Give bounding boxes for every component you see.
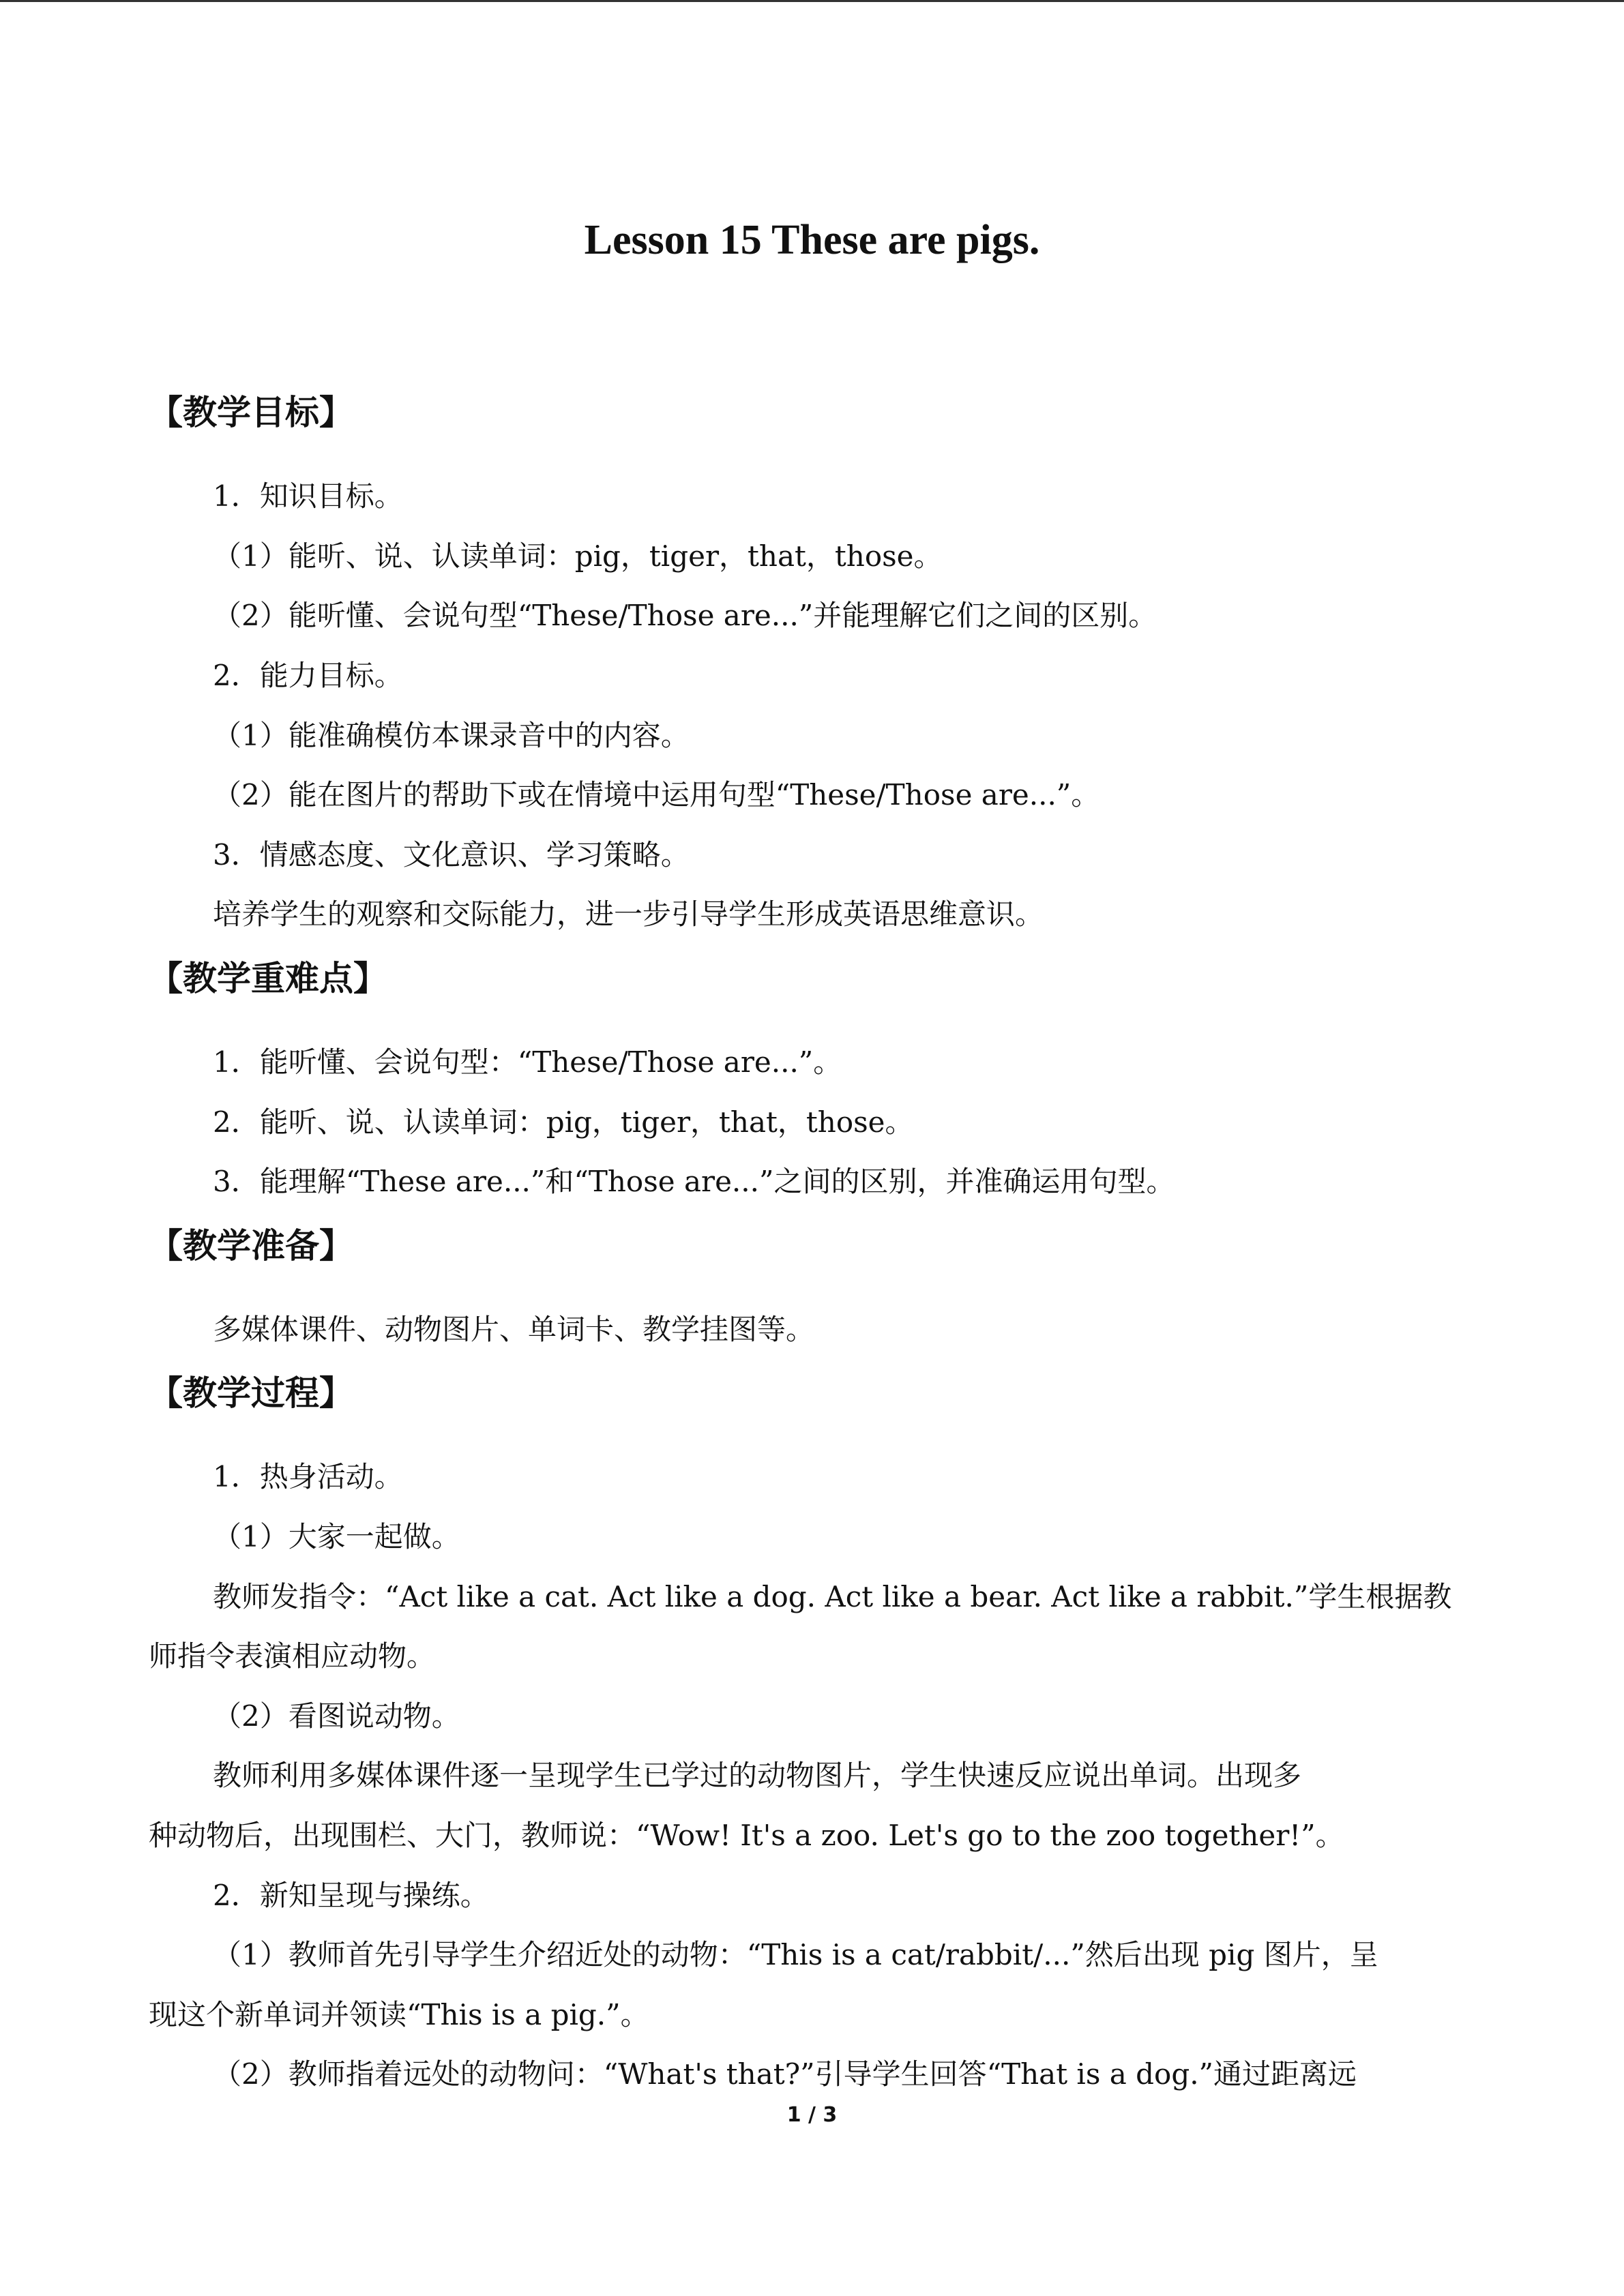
process-line-2: （1）大家一起做。 bbox=[213, 1520, 460, 1553]
objectives-line-1: 1．知识目标。 bbox=[213, 479, 403, 513]
process-line-3: 教师发指令：“Act like a cat. Act like a dog. Act like a bear. Act like a rabbit.”学生根据教 bbox=[213, 1580, 1452, 1613]
process-line-1: 1．热身活动。 bbox=[213, 1460, 403, 1493]
process-line-5: （2）看图说动物。 bbox=[213, 1699, 460, 1733]
process-line-7: 种动物后，出现围栏、大门，教师说：“Wow! It's a zoo. Let's go to the zoo together!”。 bbox=[149, 1819, 1344, 1852]
section-heading-key-points: 【教学重难点】 bbox=[149, 959, 387, 998]
document-title: Lesson 15 These are pigs. bbox=[584, 217, 1040, 263]
process-line-11: （2）教师指着远处的动物问：“What's that?”引导学生回答“That is a dog.”通过距离远 bbox=[213, 2057, 1357, 2091]
section-heading-objectives: 【教学目标】 bbox=[149, 393, 353, 432]
process-line-6: 教师利用多媒体课件逐一呈现学生已学过的动物图片，学生快速反应说出单词。出现多 bbox=[213, 1759, 1302, 1792]
page-number: 1 / 3 bbox=[786, 2103, 838, 2127]
objectives-line-3: （2）能听懂、会说句型“These/Those are...”并能理解它们之间的区别。 bbox=[213, 599, 1157, 632]
preparation-line-1: 多媒体课件、动物图片、单词卡、教学挂图等。 bbox=[213, 1313, 815, 1346]
process-line-10: 现这个新单词并领读“This is a pig.”。 bbox=[149, 1998, 649, 2031]
objectives-line-6: （2）能在图片的帮助下或在情境中运用句型“These/Those are...”。 bbox=[213, 778, 1100, 811]
process-line-9: （1）教师首先引导学生介绍近处的动物：“This is a cat/rabbit/...”然后出现 pig 图片，呈 bbox=[213, 1938, 1378, 1971]
objectives-line-8: 培养学生的观察和交际能力，进一步引导学生形成英语思维意识。 bbox=[213, 897, 1044, 931]
top-border-line bbox=[0, 0, 1624, 2]
section-heading-process: 【教学过程】 bbox=[149, 1373, 353, 1413]
key-points-line-1: 1．能听懂、会说句型：“These/Those are...”。 bbox=[213, 1045, 842, 1079]
key-points-line-2: 2．能听、说、认读单词：pig，tiger，that，those。 bbox=[213, 1105, 914, 1139]
key-points-line-3: 3．能理解“These are...”和“Those are...”之间的区别，并准确运用句型。 bbox=[213, 1165, 1175, 1198]
objectives-line-7: 3．情感态度、文化意识、学习策略。 bbox=[213, 838, 690, 871]
objectives-line-4: 2．能力目标。 bbox=[213, 659, 403, 692]
objectives-line-5: （1）能准确模仿本课录音中的内容。 bbox=[213, 719, 690, 752]
objectives-line-2: （1）能听、说、认读单词：pig，tiger，that，those。 bbox=[213, 539, 943, 573]
process-line-4: 师指令表演相应动物。 bbox=[149, 1639, 436, 1673]
section-heading-preparation: 【教学准备】 bbox=[149, 1226, 353, 1266]
process-line-8: 2．新知呈现与操练。 bbox=[213, 1879, 489, 1912]
